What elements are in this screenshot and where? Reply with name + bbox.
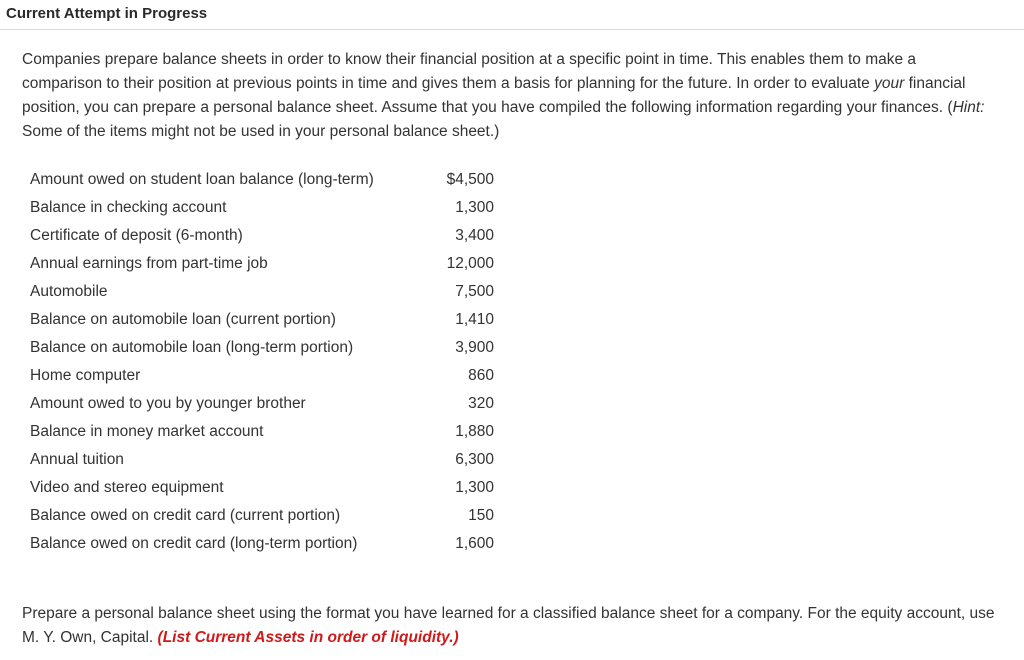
table-row <box>30 278 494 306</box>
table-row <box>30 166 494 194</box>
table-row <box>30 418 494 446</box>
table-row <box>30 530 494 558</box>
item-label: Balance owed on credit card (current portion) <box>30 507 341 524</box>
item-amount: 1,410 <box>455 311 494 328</box>
table-row <box>30 446 494 474</box>
item-label: Home computer <box>30 367 141 384</box>
item-amount: 3,400 <box>455 227 494 244</box>
attempt-header <box>0 0 1024 30</box>
liquidity-note: (List Current Assets in order of liquidity.) <box>157 629 459 646</box>
hint-label: Hint: <box>952 99 985 116</box>
item-label: Annual tuition <box>30 451 124 468</box>
item-label: Balance owed on credit card (long-term portion) <box>30 535 358 552</box>
instructions <box>22 602 997 650</box>
item-label: Amount owed on student loan balance (long-term) <box>30 171 374 188</box>
item-amount: $4,500 <box>446 171 494 188</box>
item-label: Balance on automobile loan (current portion) <box>30 311 336 328</box>
item-amount: 12,000 <box>446 255 494 272</box>
item-amount: 150 <box>468 507 494 524</box>
item-amount: 3,900 <box>455 339 494 356</box>
item-amount: 6,300 <box>455 451 494 468</box>
question-intro <box>22 48 997 144</box>
question-panel <box>0 30 1024 660</box>
item-label: Annual earnings from part-time job <box>30 255 268 272</box>
table-row <box>30 194 494 222</box>
table-row <box>30 334 494 362</box>
item-label: Balance in checking account <box>30 199 227 216</box>
table-row <box>30 502 494 530</box>
item-label: Balance in money market account <box>30 423 264 440</box>
item-amount: 1,300 <box>455 199 494 216</box>
hint-text: Some of the items might not be used in your personal balance sheet.) <box>22 123 500 140</box>
intro-emphasis: your <box>874 75 905 92</box>
table-row <box>30 362 494 390</box>
table-row <box>30 250 494 278</box>
intro-text-continued: financial position, you can prepare a personal balance sheet. Assume that you have compiled the following information regarding your finances. ( <box>22 75 966 116</box>
item-amount: 320 <box>468 395 494 412</box>
finance-items-table <box>30 166 494 558</box>
item-label: Automobile <box>30 283 108 300</box>
item-label: Amount owed to you by younger brother <box>30 395 306 412</box>
instructions-text: Prepare a personal balance sheet using the format you have learned for a classified balance sheet for a company. For the equity account, use M. Y. Own, Capital. <box>22 605 995 646</box>
table-row <box>30 474 494 502</box>
table-row <box>30 390 494 418</box>
item-amount: 1,300 <box>455 479 494 496</box>
intro-text: Companies prepare balance sheets in order to know their financial position at a specific point in time. This enables them to make a comparison to their position at previous points in time and gives them a basis for planning for the future. In order to evaluate <box>22 51 917 92</box>
table-row <box>30 222 494 250</box>
attempt-status-title: Current Attempt in Progress <box>6 5 208 22</box>
item-label: Video and stereo equipment <box>30 479 224 496</box>
item-amount: 7,500 <box>455 283 494 300</box>
item-amount: 1,880 <box>455 423 494 440</box>
item-amount: 1,600 <box>455 535 494 552</box>
item-label: Balance on automobile loan (long-term portion) <box>30 339 354 356</box>
item-amount: 860 <box>468 367 494 384</box>
table-row <box>30 306 494 334</box>
item-label: Certificate of deposit (6-month) <box>30 227 243 244</box>
